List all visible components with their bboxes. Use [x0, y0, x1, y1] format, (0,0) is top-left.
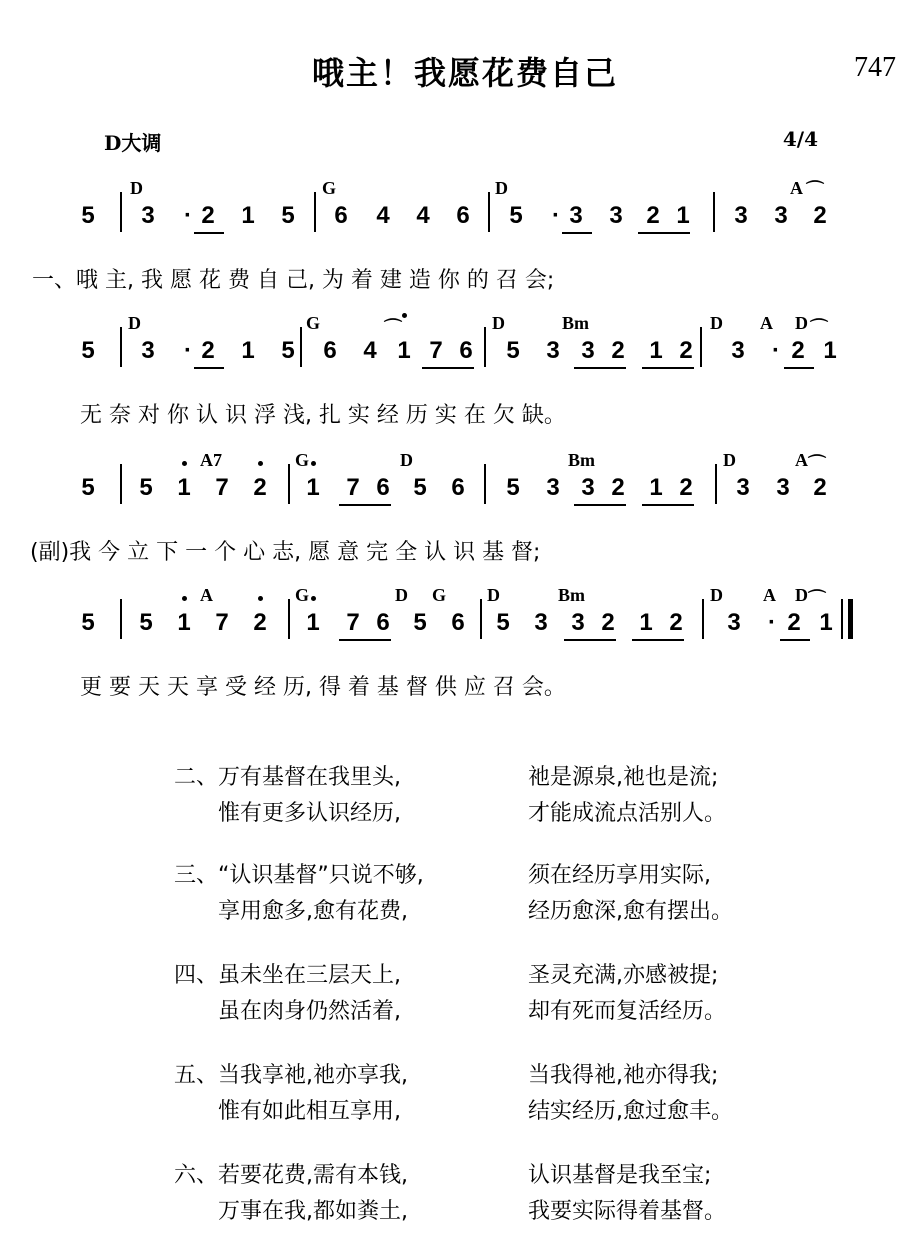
note: 5 [139, 474, 153, 501]
beat-underline [638, 232, 690, 234]
note: 1 [676, 202, 690, 229]
barline [288, 464, 290, 504]
note: 5 [281, 337, 295, 364]
chord-symbol: D [495, 178, 508, 198]
dot-note: · [772, 337, 780, 364]
verse-line: 祂是源泉,祂也是流; [528, 765, 719, 790]
note: 3 [734, 202, 748, 229]
final-barline-thin [841, 599, 843, 639]
verse-line: 须在经历享用实际, [528, 863, 711, 888]
chord-symbol: G [432, 585, 447, 605]
chord-symbol: D [128, 313, 141, 333]
note: 3 [774, 202, 788, 229]
octave-dot [311, 596, 316, 601]
note: 3 [609, 202, 623, 229]
note: 6 [456, 202, 470, 229]
note: 3 [534, 609, 548, 636]
note: 5 [506, 337, 520, 364]
note: 2 [791, 337, 805, 364]
verse-line: 二、万有基督在我里头, [174, 765, 401, 790]
dot-note: · [184, 202, 192, 229]
note: 5 [81, 609, 95, 636]
beat-underline [422, 367, 474, 369]
chord-symbol: D [130, 178, 143, 198]
note: 5 [496, 609, 510, 636]
verse-line: 享用愈多,愈有花费, [218, 899, 408, 924]
note: 2 [253, 609, 267, 636]
verse-line: 五、当我享祂,祂亦享我, [174, 1063, 408, 1088]
note: 6 [451, 609, 465, 636]
note: 5 [413, 609, 427, 636]
note: 5 [81, 202, 95, 229]
time-signature: 4/4 [782, 127, 818, 151]
note: 1 [177, 609, 191, 636]
note: 4 [363, 337, 377, 364]
verse-line: 我要实际得着基督。 [528, 1199, 727, 1224]
key-signature: D大调 [104, 131, 162, 155]
beat-underline [780, 639, 810, 641]
note: 2 [669, 609, 683, 636]
note: 5 [281, 202, 295, 229]
note: 3 [581, 474, 595, 501]
note: 2 [646, 202, 660, 229]
chord-symbol: A [760, 313, 773, 333]
verse-line: 四、虽未坐在三层天上, [174, 963, 401, 988]
note: 3 [569, 202, 583, 229]
chord-symbol: D [400, 450, 413, 470]
dot-note: · [552, 202, 560, 229]
barline [120, 327, 122, 367]
barline [300, 327, 302, 367]
fermata-icon: ⌒ [384, 318, 402, 339]
note: 6 [459, 337, 473, 364]
barline [715, 464, 717, 504]
note: 3 [736, 474, 750, 501]
chord-symbol: D [492, 313, 505, 333]
verse-line: 虽在肉身仍然活着, [218, 999, 401, 1024]
verse-line: 经历愈深,愈有摆出。 [528, 899, 733, 924]
note: 2 [787, 609, 801, 636]
chord-symbol: G [295, 585, 310, 605]
note: 2 [253, 474, 267, 501]
beat-underline [339, 639, 391, 641]
chord-symbol: A [763, 585, 776, 605]
chord-symbol: D [723, 450, 736, 470]
note: 7 [346, 474, 360, 501]
note: 2 [601, 609, 615, 636]
note: 2 [201, 202, 215, 229]
barline [120, 464, 122, 504]
note: 2 [813, 474, 827, 501]
note: 1 [177, 474, 191, 501]
note: 1 [823, 337, 837, 364]
beat-underline [574, 367, 626, 369]
note: 2 [611, 474, 625, 501]
barline [713, 192, 715, 232]
fermata-icon: ⌒ [806, 180, 824, 201]
hymn-number: 747 [854, 52, 896, 83]
note: 4 [416, 202, 430, 229]
note: 1 [397, 337, 411, 364]
octave-dot [258, 461, 263, 466]
lyric-line: 一、哦 主, 我 愿 花 费 自 己, 为 着 建 造 你 的 召 会; [32, 268, 555, 293]
final-barline [848, 599, 853, 639]
note: 1 [819, 609, 833, 636]
verse-line: 圣灵充满,亦感被提; [528, 963, 719, 988]
beat-underline [642, 504, 694, 506]
note: 2 [611, 337, 625, 364]
note: 6 [376, 474, 390, 501]
note: 6 [323, 337, 337, 364]
barline [480, 599, 482, 639]
note: 3 [581, 337, 595, 364]
chord-symbol: Bm [568, 450, 595, 470]
verse-line: 万事在我,都如粪土, [218, 1199, 408, 1224]
note: 3 [546, 337, 560, 364]
note: 5 [139, 609, 153, 636]
note: 3 [141, 202, 155, 229]
note: 2 [679, 337, 693, 364]
chord-symbol: D [487, 585, 500, 605]
note: 6 [376, 609, 390, 636]
chord-symbol: A7 [200, 450, 222, 470]
note: 4 [376, 202, 390, 229]
note: 5 [81, 474, 95, 501]
note: 1 [306, 609, 320, 636]
fermata-icon: ⌒ [810, 318, 828, 339]
octave-dot [311, 461, 316, 466]
note: 3 [571, 609, 585, 636]
note: 5 [506, 474, 520, 501]
note: 6 [451, 474, 465, 501]
note: 1 [649, 337, 663, 364]
barline [120, 192, 122, 232]
beat-underline [642, 367, 694, 369]
verse-line: 结实经历,愈过愈丰。 [528, 1099, 733, 1124]
barline [700, 327, 702, 367]
barline [288, 599, 290, 639]
note: 7 [215, 609, 229, 636]
chord-symbol: A [795, 450, 808, 470]
barline [488, 192, 490, 232]
chord-symbol: G [295, 450, 310, 470]
verse-line: 才能成流点活别人。 [528, 801, 727, 826]
barline [314, 192, 316, 232]
verse-line: 当我得祂,祂亦得我; [528, 1063, 719, 1088]
note: 1 [241, 337, 255, 364]
beat-underline [564, 639, 616, 641]
lyric-line: 无 奈 对 你 认 识 浮 浅, 扎 实 经 历 实 在 欠 缺。 [80, 403, 566, 428]
chord-symbol: A [200, 585, 213, 605]
note: 7 [215, 474, 229, 501]
note: 3 [546, 474, 560, 501]
beat-underline [574, 504, 626, 506]
note: 2 [201, 337, 215, 364]
octave-dot [182, 596, 187, 601]
note: 1 [241, 202, 255, 229]
verse-line: 认识基督是我至宝; [528, 1163, 712, 1188]
barline [120, 599, 122, 639]
note: 1 [306, 474, 320, 501]
chord-symbol: G [306, 313, 321, 333]
chord-symbol: Bm [562, 313, 589, 333]
chord-symbol: Bm [558, 585, 585, 605]
chord-symbol: D [395, 585, 408, 605]
chord-symbol: D [795, 585, 808, 605]
beat-underline [194, 232, 224, 234]
dot-note: · [184, 337, 192, 364]
dot-note: · [768, 609, 776, 636]
octave-dot [182, 461, 187, 466]
note: 2 [813, 202, 827, 229]
note: 5 [413, 474, 427, 501]
note: 5 [81, 337, 95, 364]
lyric-line: (副)我 今 立 下 一 个 心 志, 愿 意 完 全 认 识 基 督; [30, 540, 541, 565]
barline [702, 599, 704, 639]
verse-line: 三、“认识基督”只说不够, [174, 863, 424, 888]
hymn-title: 哦主！我愿花费自己 [311, 54, 618, 92]
note: 1 [649, 474, 663, 501]
chord-symbol: D [795, 313, 808, 333]
note: 7 [346, 609, 360, 636]
verse-line: 六、若要花费,需有本钱, [174, 1163, 408, 1188]
barline [484, 464, 486, 504]
note: 2 [679, 474, 693, 501]
beat-underline [562, 232, 592, 234]
chord-symbol: D [710, 585, 723, 605]
chord-symbol: A [790, 178, 803, 198]
note: 3 [727, 609, 741, 636]
chord-symbol: G [322, 178, 337, 198]
note: 3 [731, 337, 745, 364]
note: 3 [141, 337, 155, 364]
lyric-line: 更 要 天 天 享 受 经 历, 得 着 基 督 供 应 召 会。 [80, 675, 566, 700]
note: 1 [639, 609, 653, 636]
beat-underline [632, 639, 684, 641]
octave-dot [258, 596, 263, 601]
chord-symbol: D [710, 313, 723, 333]
verse-line: 却有死而复活经历。 [528, 999, 727, 1024]
barline [484, 327, 486, 367]
note: 5 [509, 202, 523, 229]
note: 6 [334, 202, 348, 229]
fermata-icon: ⌒ [808, 454, 826, 475]
note: 3 [776, 474, 790, 501]
verse-line: 惟有更多认识经历, [218, 801, 401, 826]
note: 7 [429, 337, 443, 364]
beat-underline [339, 504, 391, 506]
octave-dot [402, 313, 407, 318]
beat-underline [784, 367, 814, 369]
verse-line: 惟有如此相互享用, [218, 1099, 401, 1124]
beat-underline [194, 367, 224, 369]
fermata-icon: ⌒ [808, 589, 826, 610]
